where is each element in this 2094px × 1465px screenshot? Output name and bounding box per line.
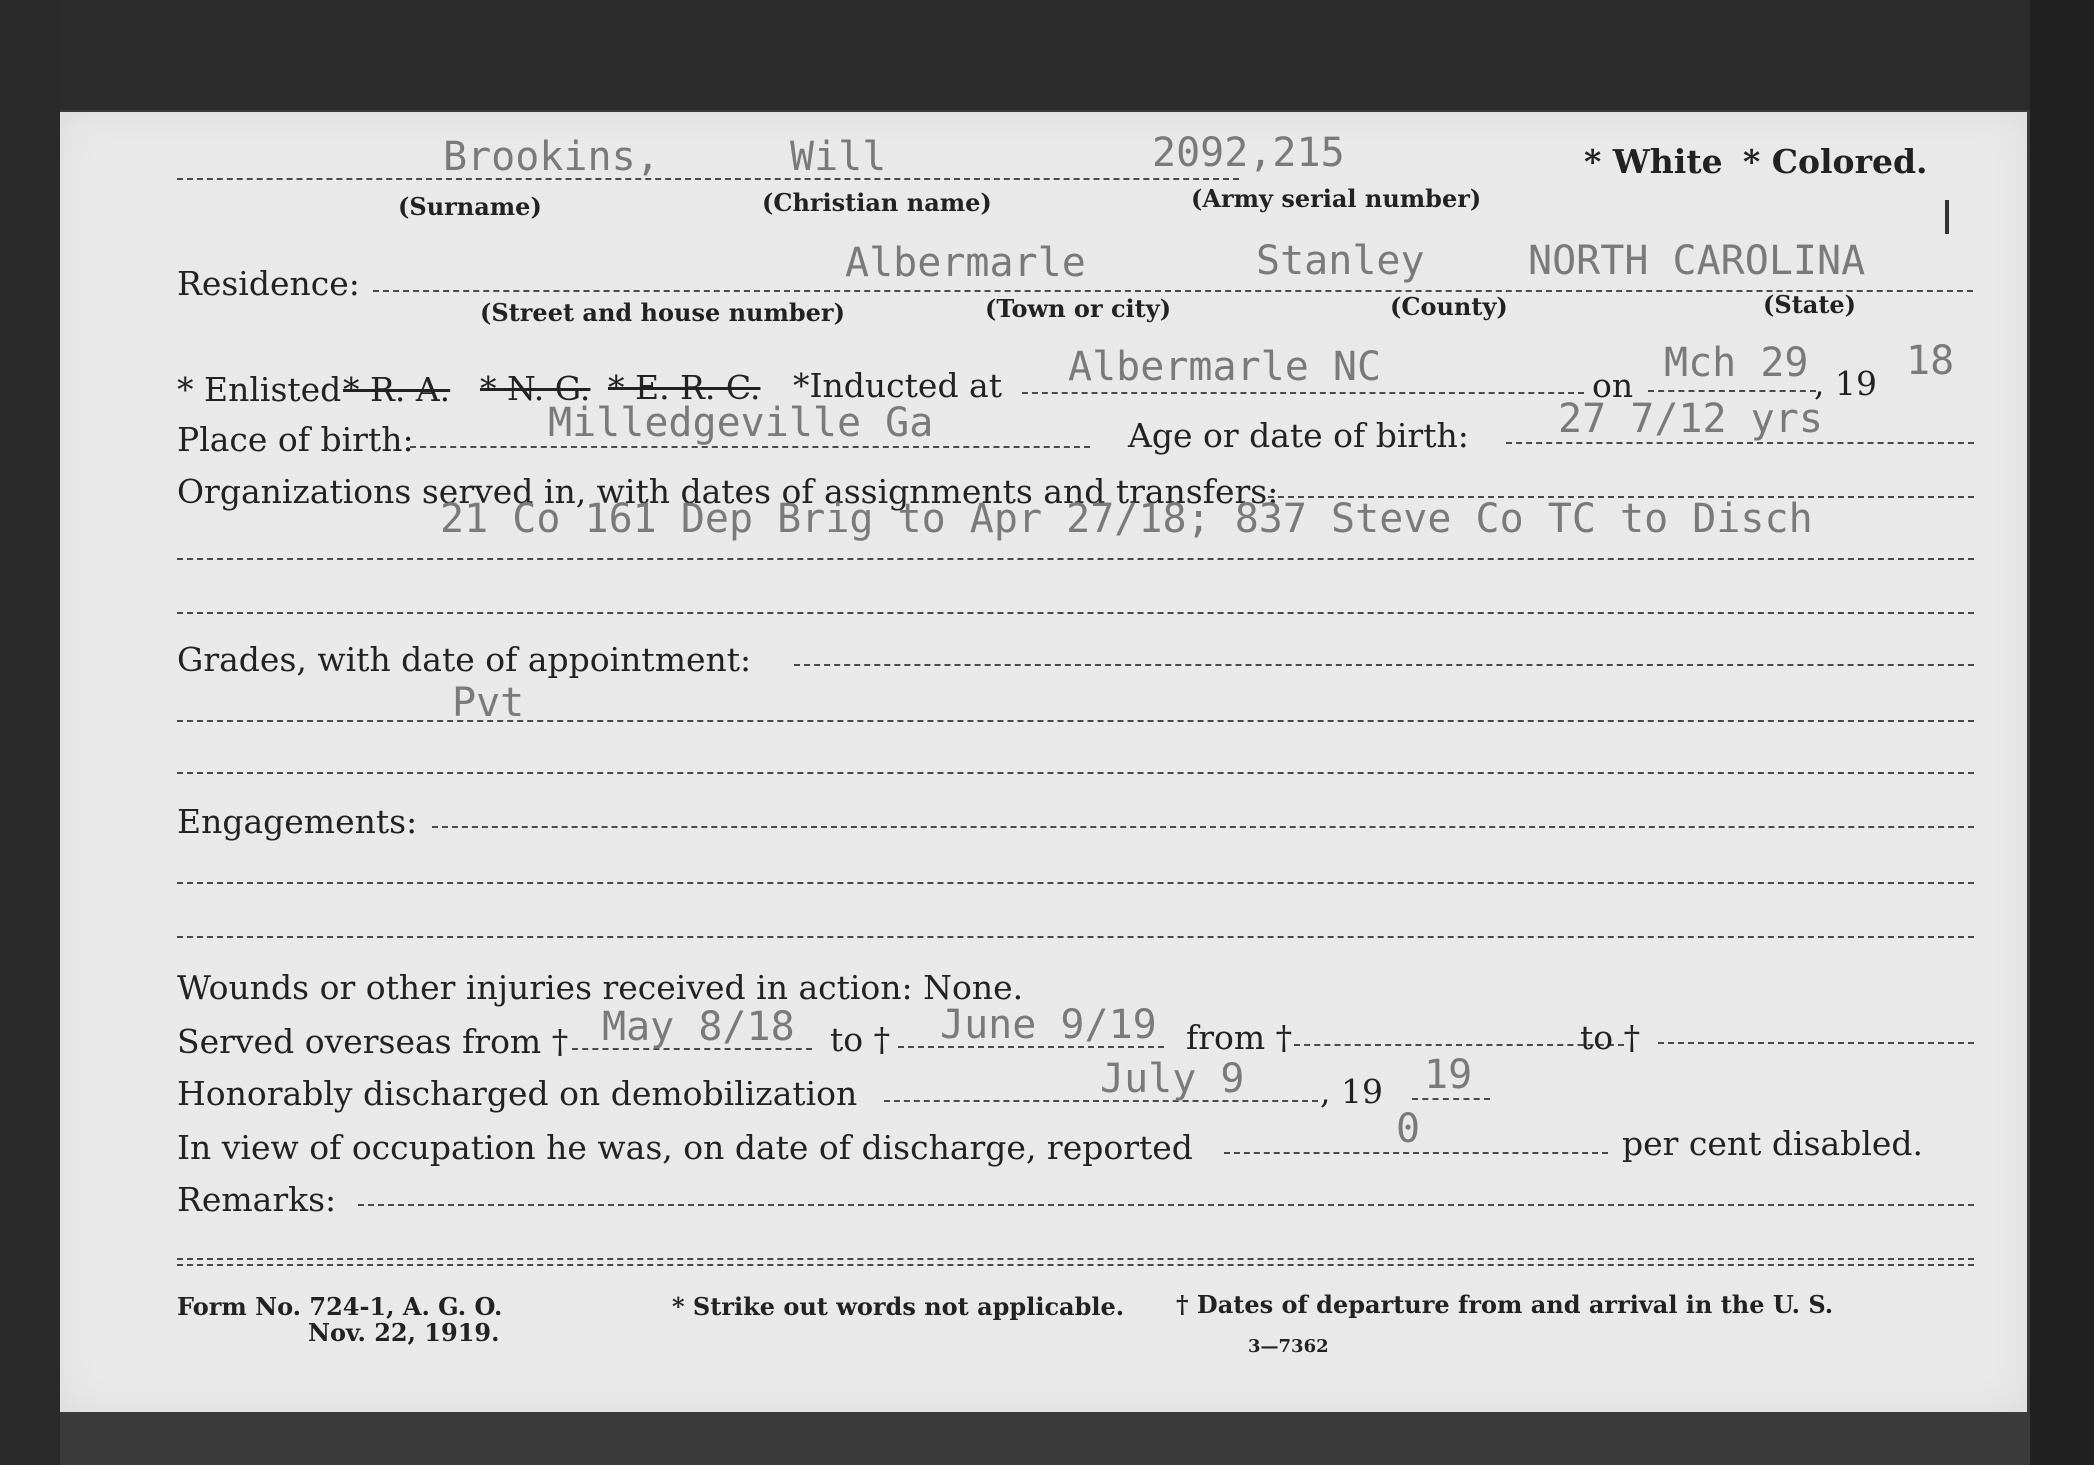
- state-caption: (State): [1763, 290, 1857, 319]
- age-label: Age or date of birth:: [1128, 416, 1469, 455]
- form-number: Form No. 724-1, A. G. O.: [177, 1292, 503, 1321]
- christian-name-value: Will: [790, 134, 887, 180]
- inducted-place-line: [1022, 392, 1584, 394]
- ng-label: * N. G.: [480, 369, 591, 408]
- disability-label: In view of occupation he was, on date of discharge, reported: [177, 1128, 1193, 1167]
- organizations-line-2: [177, 558, 1974, 560]
- residence-line: [373, 290, 1973, 292]
- service-record-card: [60, 112, 2027, 1412]
- wounds-label: Wounds or other injuries received in action: None.: [177, 968, 1024, 1007]
- residence-state-value: NORTH CAROLINA: [1528, 238, 1866, 284]
- remarks-line-3: [177, 1264, 1974, 1266]
- inducted-year-prefix: , 19: [1814, 364, 1877, 403]
- engagements-line-2: [177, 882, 1974, 884]
- discharge-year-prefix: , 19: [1320, 1072, 1383, 1111]
- residence-town-value: Albermarle: [845, 240, 1086, 286]
- residence-county-value: Stanley: [1256, 238, 1425, 284]
- inducted-date-value: Mch 29: [1664, 340, 1809, 386]
- street-caption: (Street and house number): [480, 298, 845, 327]
- colored-label: * Colored.: [1743, 142, 1928, 181]
- serial-number-caption: (Army serial number): [1191, 184, 1482, 213]
- discharge-year-line: [1412, 1098, 1490, 1100]
- inducted-place-value: Albermarle NC: [1068, 344, 1382, 390]
- name-line: [177, 178, 1239, 180]
- print-code: 3—7362: [1248, 1336, 1329, 1357]
- corner-mark: [1945, 200, 1949, 234]
- organizations-value: 21 Co 161 Dep Brig to Apr 27/18; 837 Steve Co TC to Disch: [440, 496, 1813, 542]
- strike-note: * Strike out words not applicable.: [672, 1292, 1125, 1321]
- place-of-birth-value: Milledgeville Ga: [548, 400, 934, 446]
- surname-value: Brookins,: [443, 134, 660, 180]
- overseas-to-value: June 9/19: [940, 1002, 1157, 1048]
- overseas-from2-line: [1294, 1044, 1624, 1046]
- inducted-label: *Inducted at: [793, 366, 1002, 405]
- overseas-to2-label: to †: [1580, 1018, 1641, 1057]
- white-label: * White: [1584, 142, 1723, 181]
- remarks-label: Remarks:: [177, 1180, 337, 1219]
- engagements-line-3: [177, 936, 1974, 938]
- christian-name-caption: (Christian name): [762, 188, 992, 217]
- discharge-year-value: 19: [1424, 1052, 1473, 1098]
- serial-number-value: 2092,215: [1152, 130, 1345, 176]
- overseas-to2-line: [1658, 1042, 1974, 1044]
- place-of-birth-label: Place of birth:: [177, 420, 414, 459]
- county-caption: (County): [1390, 292, 1508, 321]
- discharge-label: Honorably discharged on demobilization: [177, 1074, 858, 1113]
- surname-caption: (Surname): [398, 192, 542, 221]
- disability-value: 0: [1396, 1106, 1421, 1152]
- scanner-background-top: [0, 0, 2094, 110]
- grades-value: Pvt: [452, 680, 525, 726]
- scanner-background-left: [0, 0, 60, 1465]
- overseas-from2-label: from †: [1186, 1018, 1293, 1057]
- inducted-date-line: [1648, 390, 1816, 392]
- grades-line-2: [177, 720, 1974, 722]
- overseas-from-value: May 8/18: [602, 1004, 795, 1050]
- organizations-line-3: [177, 612, 1974, 614]
- overseas-to-label: to †: [830, 1020, 891, 1059]
- on-label: on: [1592, 366, 1634, 405]
- place-of-birth-line: [410, 446, 1090, 448]
- age-value: 27 7/12 yrs: [1558, 396, 1823, 442]
- discharge-date-value: July 9: [1100, 1056, 1245, 1102]
- form-date: Nov. 22, 1919.: [308, 1318, 500, 1347]
- grades-line-3: [177, 772, 1974, 774]
- inducted-year-value: 18: [1906, 338, 1955, 384]
- organizations-label: Organizations served in, with dates of assignments and transfers:: [177, 472, 1279, 511]
- age-line: [1506, 442, 1974, 444]
- town-caption: (Town or city): [985, 294, 1172, 323]
- disability-suffix: per cent disabled.: [1622, 1124, 1924, 1163]
- remarks-line-1: [358, 1204, 1974, 1206]
- engagements-line-1: [432, 826, 1974, 828]
- scanner-background-right: [2030, 0, 2094, 1465]
- disability-line: [1224, 1152, 1608, 1154]
- dates-note: † Dates of departure from and arrival in the U. S.: [1176, 1290, 1834, 1319]
- residence-label: Residence:: [177, 264, 360, 303]
- grades-line-1: [794, 664, 1974, 666]
- grades-label: Grades, with date of appointment:: [177, 640, 752, 679]
- enlisted-label: * Enlisted: [177, 370, 342, 409]
- ra-label: * R. A.: [343, 370, 451, 409]
- overseas-label: Served overseas from †: [177, 1022, 569, 1061]
- erc-label: * E. R. C.: [608, 368, 761, 407]
- engagements-label: Engagements:: [177, 802, 418, 841]
- remarks-line-2: [177, 1258, 1974, 1260]
